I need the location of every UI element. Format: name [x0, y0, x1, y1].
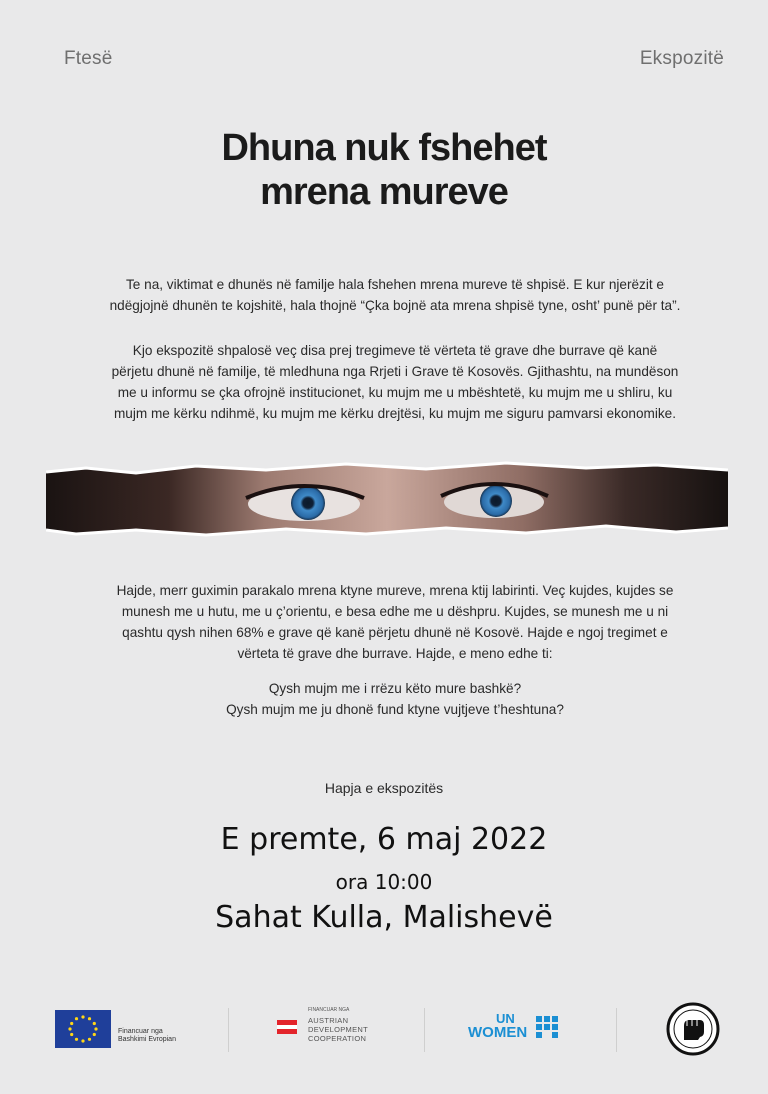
- torn-paper-eyes-image: [46, 458, 728, 538]
- ada-logo-text: [308, 1016, 368, 1043]
- text-line: munesh me u hutu, me u ç’orientu, e besa edhe me u dëshpru. Kujdes, se munesh me u ni: [121, 604, 669, 619]
- logo-divider: [616, 1008, 617, 1052]
- text-line: Hajde, merr guximin parakalo mrena ktyne mureve, mrena ktij labirinti. Veç kujdes, kujdes se: [116, 583, 674, 598]
- question-line: Qysh mujm me i rrëzu këto mure bashkë?: [268, 681, 522, 696]
- austria-flag-icon: [277, 1020, 297, 1034]
- logo-divider: [424, 1008, 425, 1052]
- eu-caption-line: Financuar nga: [118, 1028, 163, 1035]
- text-line: me u informu se çka ofrojnë institucionet, ku mujm me u mbështetë, ku mujm me u shliru, ku: [117, 385, 673, 400]
- ada-line: COOPERATION: [308, 1034, 367, 1043]
- text-line: mujm me kërku ndihmë, ku mujm me kërku drejtësi, ku mujm me siguru pamvarsi ekonomike.: [113, 406, 677, 421]
- text-line: përjetu dhunë në familje, të mledhuna nga Rrjeti i Grave të Kosovës. Gjithashtu, na mundëson: [111, 364, 679, 379]
- title-line-1: Dhuna nuk fshehet: [221, 127, 547, 169]
- sponsor-logos: [0, 1000, 768, 1070]
- page-title: [0, 126, 768, 214]
- description-paragraph: [50, 340, 740, 424]
- invitation-paragraph: [50, 580, 740, 664]
- exhibition-label: Ekspozitë: [639, 48, 724, 69]
- ada-line: DEVELOPMENT: [308, 1025, 368, 1034]
- un-women-line: WOMEN: [468, 1024, 528, 1041]
- un-women-line: UN: [496, 1011, 515, 1026]
- text-line: Kjo ekspozitë shpalosë veç disa prej tregimeve të vërteta të grave dhe burrave që kanë: [132, 343, 658, 358]
- ada-financed-label: FINANCUAR NGA: [308, 1007, 350, 1013]
- un-women-symbol-icon: [536, 1012, 558, 1038]
- invitation-label: Ftesë: [64, 48, 113, 69]
- event-date: E premte, 6 maj 2022: [220, 822, 548, 857]
- text-line: Te na, viktimat e dhunës në familje hala fshehen mrena mureve të shpisë. E kur njerëzit e: [126, 277, 664, 292]
- opening-label: Hapja e ekspozitës: [324, 780, 444, 796]
- text-line: vërteta të grave dhe burrave. Hajde, e meno edhe ti:: [237, 646, 553, 661]
- kosovo-women-network-fist-icon: [666, 1002, 720, 1056]
- question-line: Qysh mujm me ju dhonë fund ktyne vujtjeve t’heshtuna?: [226, 702, 564, 717]
- un-women-logo: [468, 1012, 527, 1040]
- eu-caption: [118, 1028, 198, 1044]
- text-line: qashtu qysh nihen 68% e grave që kanë përjetu dhunë në Kosovë. Hajde e ngoj tregimet e: [122, 625, 668, 640]
- event-time: ora 10:00: [335, 870, 433, 894]
- text-line: ndëgjojnë dhunën te kojshitë, hala thojnë “Çka bojnë ata mrena shpisë tyne, osht’ punë për ta”.: [109, 298, 681, 313]
- logo-divider: [228, 1008, 229, 1052]
- eu-caption-line: Bashkimi Evropian: [118, 1036, 176, 1043]
- ada-line: AUSTRIAN: [308, 1016, 349, 1025]
- event-location: Sahat Kulla, Malishevë: [215, 900, 553, 935]
- intro-paragraph: [50, 274, 740, 316]
- questions-paragraph: [50, 678, 740, 720]
- eu-flag-icon: [55, 1010, 111, 1048]
- title-line-2: mrena mureve: [260, 171, 508, 213]
